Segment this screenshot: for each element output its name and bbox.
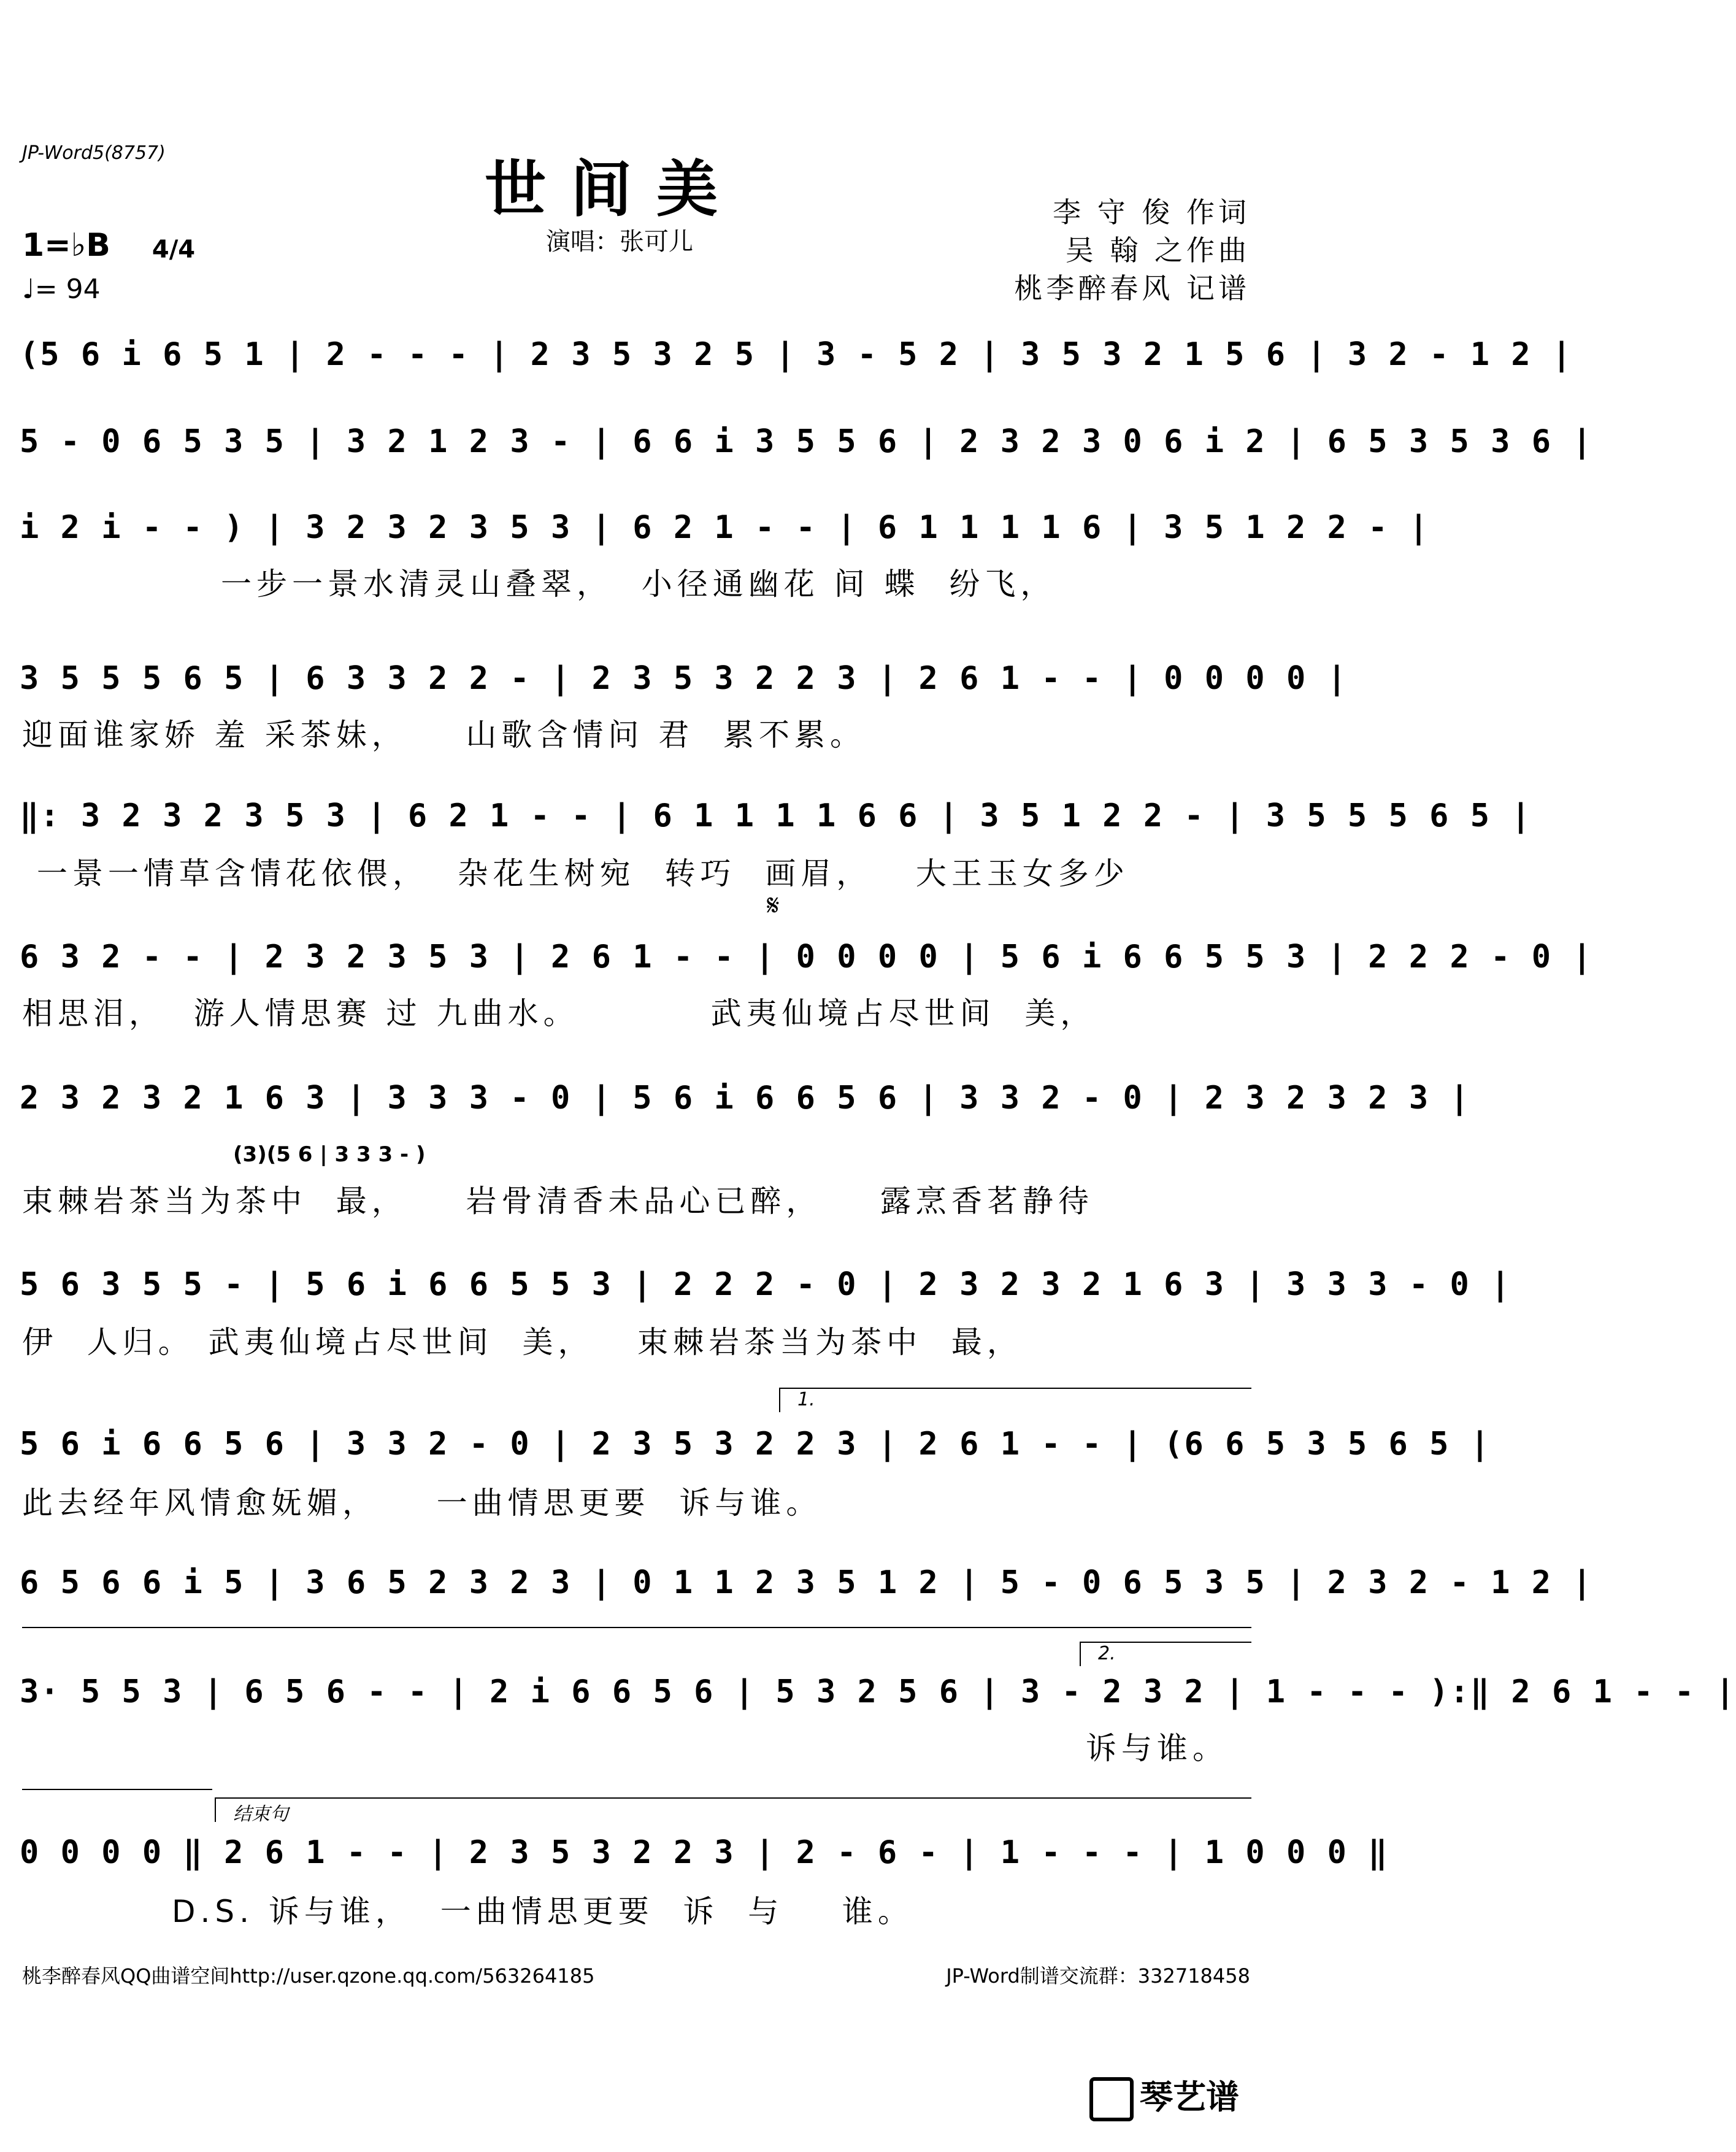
software-label: JP-Word5(8757) bbox=[22, 142, 166, 164]
logo-text: 琴艺谱 bbox=[1140, 2077, 1239, 2116]
notation-row-12: 0 0 0 0 ‖ 2 6 1 - - | 2 3 5 3 2 2 3 | 2 - 6 - | 1 - - - | 1 0 0 0 ‖ bbox=[20, 1834, 1389, 1871]
notation-row-7: 2 3 2 3 2 1 6 3 | 3 3 3 - 0 | 5 6 i 6 6 5 6 | 3 3 2 - 0 | 2 3 2 3 2 3 | bbox=[20, 1080, 1470, 1116]
notation-row-11: 3· 5 5 3 | 6 5 6 - - | 2 i 6 6 5 6 | 5 3 2 5 6 | 3 - 2 3 2 | 1 - - - ):‖ 2 6 1 - - | bbox=[20, 1674, 1736, 1710]
ending-divider-left bbox=[22, 1789, 212, 1790]
singer-credit: 演唱：张可儿 bbox=[546, 228, 693, 256]
notation-row-8: 5 6 3 5 5 - | 5 6 i 6 6 5 5 3 | 2 2 2 - 0 | 2 3 2 3 2 1 6 3 | 3 3 3 - 0 | bbox=[20, 1266, 1511, 1303]
transcriber-credit: 桃李醉春风 记谱 bbox=[1014, 272, 1250, 305]
ending-label: 结束句 bbox=[233, 1804, 288, 1825]
volta-continuation-line bbox=[22, 1627, 1251, 1628]
tempo-marking: ♩= 94 bbox=[22, 274, 101, 305]
lyrics-row-9: 此去经年风情愈妩媚， 一曲情思更要 诉与谁。 bbox=[22, 1485, 822, 1521]
lyricist-credit: 李 守 俊 作词 bbox=[1053, 196, 1250, 229]
lyrics-row-8: 伊 人归。 武夷仙境占尽世间 美， 束棘岩茶当为茶中 最， bbox=[22, 1324, 1023, 1360]
notation-row-2: 5 - 0 6 5 3 5 | 3 2 1 2 3 - | 6 6 i 3 5 5 6 | 2 3 2 3 0 6 i 2 | 6 5 3 5 3 6 | bbox=[20, 423, 1593, 460]
footer-left: 桃李醉春风QQ曲谱空间http://user.qzone.qq.com/563264185 bbox=[22, 1964, 595, 1988]
lyrics-row-6: 相思泪， 游人情思赛 过 九曲水。 武夷仙境占尽世间 美， bbox=[22, 996, 1096, 1031]
segno-sign: 𝄋 bbox=[767, 888, 780, 923]
notation-row-6: 6 3 2 - - | 2 3 2 3 5 3 | 2 6 1 - - | 0 0 0 0 | 5 6 i 6 6 5 5 3 | 2 2 2 - 0 | bbox=[20, 939, 1593, 975]
key-signature: 1=♭B bbox=[22, 227, 110, 264]
lyrics-row-5: 一景一情草含情花依偎， 杂花生树宛 转巧 画眉， 大王玉女多少 bbox=[22, 856, 1129, 891]
notation-row-10: 6 5 6 6 i 5 | 3 6 5 2 3 2 3 | 0 1 1 2 3 5 1 2 | 5 - 0 6 5 3 5 | 2 3 2 - 1 2 | bbox=[20, 1564, 1593, 1601]
logo-icon bbox=[1089, 2077, 1134, 2121]
volta-2-label: 2. bbox=[1098, 1643, 1116, 1664]
ending-bracket-start bbox=[215, 1797, 216, 1822]
ending-bracket bbox=[215, 1797, 1251, 1799]
notation-row-9: 5 6 i 6 6 5 6 | 3 3 2 - 0 | 2 3 5 3 2 2 3 | 2 6 1 - - | (6 6 5 3 5 6 5 | bbox=[20, 1426, 1491, 1462]
volta-2-bracket-start bbox=[1080, 1642, 1081, 1666]
lyrics-row-12: D.S. 诉与谁， 一曲情思更要 诉 与 谁。 bbox=[172, 1894, 913, 1929]
song-title: 世间美 bbox=[485, 153, 742, 225]
volta-1-label: 1. bbox=[797, 1389, 815, 1410]
site-logo bbox=[1066, 2032, 1239, 2121]
notation-row-1: (5 6 i 6 5 1 | 2 - - - | 2 3 5 3 2 5 | 3 - 5 2 | 3 5 3 2 1 5 6 | 3 2 - 1 2 | bbox=[20, 336, 1573, 373]
notation-row-4: 3 5 5 5 6 5 | 6 3 3 2 2 - | 2 3 5 3 2 2 3 | 2 6 1 - - | 0 0 0 0 | bbox=[20, 660, 1348, 697]
composer-credit: 吴 翰 之作曲 bbox=[1065, 234, 1250, 267]
volta-1-bracket bbox=[779, 1388, 1251, 1389]
notation-row-5: ‖: 3 2 3 2 3 5 3 | 6 2 1 - - | 6 1 1 1 1 6 6 | 3 5 1 2 2 - | 3 5 5 5 6 5 | bbox=[20, 797, 1532, 834]
time-signature bbox=[135, 215, 196, 264]
lyrics-row-11: 诉与谁。 bbox=[1086, 1731, 1228, 1766]
lyrics-row-4: 迎面谁家娇 羞 采茶妹， 山歌含情问 君 累不累。 bbox=[22, 717, 866, 753]
lyrics-row-7: 束棘岩茶当为茶中 最， 岩骨清香未品心已醉， 露烹香茗静待 bbox=[22, 1183, 1094, 1219]
small-phrase: (3)(5 6 | 3 3 3 - ) bbox=[233, 1142, 426, 1167]
volta-1-bracket-start bbox=[779, 1388, 780, 1412]
time-signature-text: 4/4 bbox=[152, 236, 196, 264]
footer-right: JP-Word制谱交流群：332718458 bbox=[946, 1964, 1250, 1988]
notation-row-3: i 2 i - - ) | 3 2 3 2 3 5 3 | 6 2 1 - - | 6 1 1 1 1 6 | 3 5 1 2 2 - | bbox=[20, 509, 1430, 546]
lyrics-row-3: 一步一景水清灵山叠翠， 小径通幽花 间 蝶 纷飞， bbox=[221, 566, 1056, 602]
